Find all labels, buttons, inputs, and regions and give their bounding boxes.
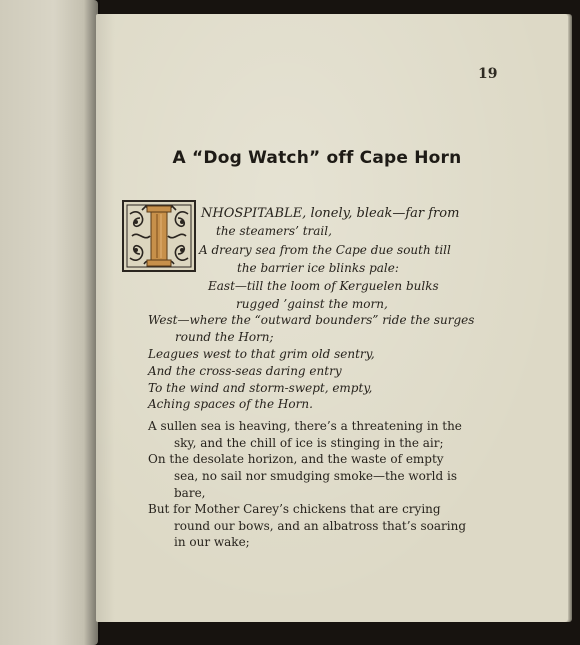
stanza-line: On the desolate horizon, and the waste of empty bbox=[148, 452, 444, 466]
verse-line: And the cross-seas daring entry bbox=[148, 364, 342, 378]
verse-line: NHOSPITABLE, lonely, bleak—far from bbox=[201, 206, 460, 221]
verse-line: the steamers’ trail, bbox=[216, 224, 332, 238]
stanza-line: But for Mother Carey’s chickens that are crying bbox=[148, 502, 441, 516]
verse-line: the barrier ice blinks pale: bbox=[237, 261, 399, 275]
ornamental-drop-cap bbox=[122, 200, 196, 272]
verse-line: round the Horn; bbox=[175, 330, 274, 344]
verse-line: To the wind and storm-swept, empty, bbox=[148, 381, 373, 395]
stanza-line: in our wake; bbox=[174, 535, 250, 549]
verse-line: Leagues west to that grim old sentry, bbox=[148, 347, 375, 361]
stanza-line: sky, and the chill of ice is stinging in the air; bbox=[174, 436, 444, 450]
verse-line: A dreary sea from the Cape due south till bbox=[199, 243, 451, 257]
verse-line: rugged ’gainst the morn, bbox=[236, 297, 388, 311]
verse-line: West—where the “outward bounders” ride the surges bbox=[148, 313, 475, 327]
page-number: 19 bbox=[478, 66, 498, 82]
stanza-line: sea, no sail nor smudging smoke—the world is bbox=[174, 469, 457, 483]
stanza-line: A sullen sea is heaving, there’s a threatening in the bbox=[148, 419, 462, 433]
poem-title: A “Dog Watch” off Cape Horn bbox=[172, 148, 462, 168]
stanza-line: bare, bbox=[174, 486, 206, 500]
verse-line: East—till the loom of Kerguelen bulks bbox=[208, 279, 439, 293]
verse-line: Aching spaces of the Horn. bbox=[148, 397, 313, 411]
stanza-line: round our bows, and an albatross that’s soaring bbox=[174, 519, 467, 533]
